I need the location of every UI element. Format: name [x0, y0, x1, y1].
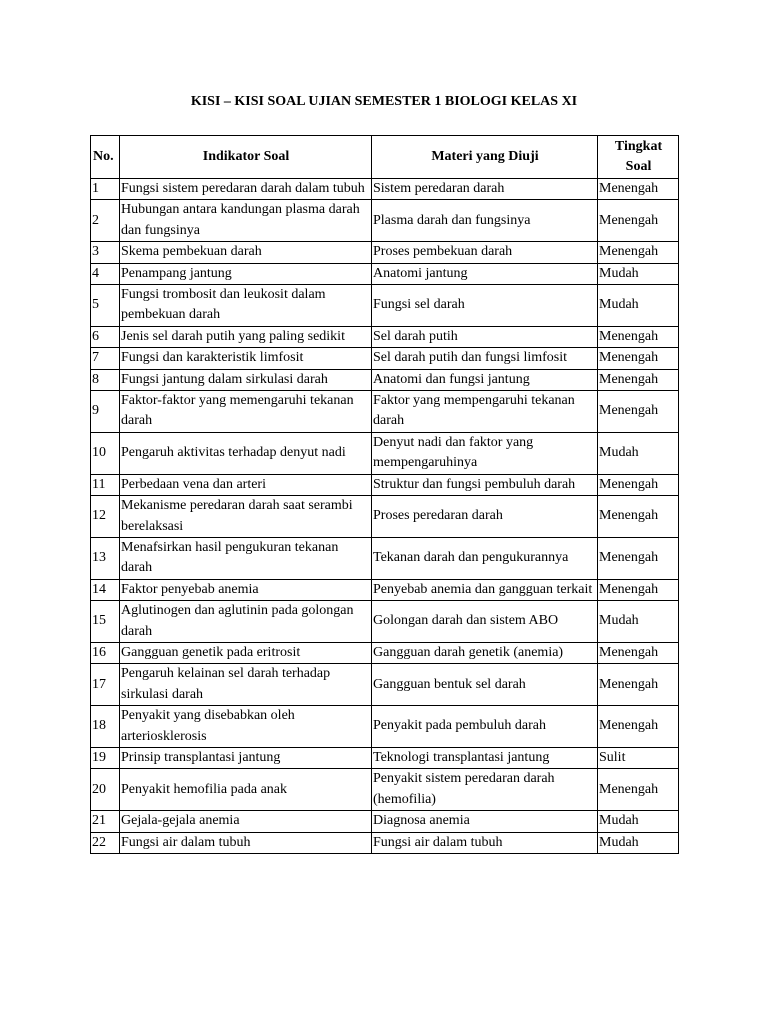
table-row	[91, 537, 679, 579]
header-tingkat	[598, 136, 679, 179]
cell-materi: Sel darah putih	[372, 326, 598, 347]
cell-no: 10	[91, 432, 120, 474]
cell-indikator: Penyakit yang disebabkan oleh arteriosklerosis	[120, 706, 372, 748]
table-row	[91, 579, 679, 600]
cell-indikator: Hubungan antara kandungan plasma darah dan fungsinya	[120, 200, 372, 242]
cell-materi: Anatomi jantung	[372, 263, 598, 284]
cell-materi: Struktur dan fungsi pembuluh darah	[372, 474, 598, 495]
table-row	[91, 474, 679, 495]
cell-materi: Plasma darah dan fungsinya	[372, 200, 598, 242]
cell-indikator: Gangguan genetik pada eritrosit	[120, 642, 372, 663]
cell-tingkat: Sulit	[598, 747, 679, 768]
table-row	[91, 391, 679, 433]
cell-indikator: Fungsi sistem peredaran darah dalam tubuh	[120, 179, 372, 200]
cell-indikator: Skema pembekuan darah	[120, 242, 372, 263]
cell-materi: Penyakit pada pembuluh darah	[372, 706, 598, 748]
cell-materi: Golongan darah dan sistem ABO	[372, 601, 598, 643]
cell-tingkat: Mudah	[598, 285, 679, 327]
cell-indikator: Faktor penyebab anemia	[120, 579, 372, 600]
header-tingkat-line1: Tingkat	[614, 138, 663, 154]
cell-tingkat: Menengah	[598, 496, 679, 538]
cell-indikator: Pengaruh kelainan sel darah terhadap sirkulasi darah	[120, 664, 372, 706]
cell-tingkat: Mudah	[598, 601, 679, 643]
cell-tingkat: Mudah	[598, 263, 679, 284]
cell-materi: Penyebab anemia dan gangguan terkait	[372, 579, 598, 600]
cell-materi: Proses pembekuan darah	[372, 242, 598, 263]
cell-tingkat: Menengah	[598, 242, 679, 263]
cell-materi: Penyakit sistem peredaran darah (hemofilia)	[372, 769, 598, 811]
kisi-kisi-table	[90, 135, 679, 854]
table-row	[91, 811, 679, 832]
cell-tingkat: Menengah	[598, 369, 679, 390]
header-tingkat-line2: Soal	[625, 159, 652, 174]
cell-no: 13	[91, 537, 120, 579]
cell-materi: Gangguan bentuk sel darah	[372, 664, 598, 706]
cell-no: 15	[91, 601, 120, 643]
cell-tingkat: Menengah	[598, 200, 679, 242]
cell-tingkat: Menengah	[598, 326, 679, 347]
table-row	[91, 263, 679, 284]
cell-indikator: Mekanisme peredaran darah saat serambi berelaksasi	[120, 496, 372, 538]
cell-tingkat: Menengah	[598, 642, 679, 663]
header-indikator: Indikator Soal	[120, 136, 372, 179]
cell-no: 11	[91, 474, 120, 495]
cell-indikator: Fungsi jantung dalam sirkulasi darah	[120, 369, 372, 390]
cell-indikator: Prinsip transplantasi jantung	[120, 747, 372, 768]
table-header-row	[91, 136, 679, 179]
cell-tingkat: Mudah	[598, 811, 679, 832]
cell-materi: Sel darah putih dan fungsi limfosit	[372, 348, 598, 369]
cell-no: 12	[91, 496, 120, 538]
header-materi: Materi yang Diuji	[372, 136, 598, 179]
cell-no: 21	[91, 811, 120, 832]
cell-tingkat: Menengah	[598, 348, 679, 369]
cell-no: 17	[91, 664, 120, 706]
cell-materi: Diagnosa anemia	[372, 811, 598, 832]
table-row	[91, 832, 679, 853]
table-row	[91, 326, 679, 347]
table-row	[91, 601, 679, 643]
cell-no: 16	[91, 642, 120, 663]
table-row	[91, 664, 679, 706]
cell-indikator: Fungsi air dalam tubuh	[120, 832, 372, 853]
cell-no: 6	[91, 326, 120, 347]
table-row	[91, 179, 679, 200]
cell-no: 2	[91, 200, 120, 242]
cell-indikator: Menafsirkan hasil pengukuran tekanan darah	[120, 537, 372, 579]
table-row	[91, 706, 679, 748]
table-row	[91, 496, 679, 538]
table-row	[91, 369, 679, 390]
cell-indikator: Penampang jantung	[120, 263, 372, 284]
cell-no: 18	[91, 706, 120, 748]
cell-indikator: Gejala-gejala anemia	[120, 811, 372, 832]
cell-no: 5	[91, 285, 120, 327]
cell-materi: Tekanan darah dan pengukurannya	[372, 537, 598, 579]
cell-indikator: Faktor-faktor yang memengaruhi tekanan darah	[120, 391, 372, 433]
cell-materi: Sistem peredaran darah	[372, 179, 598, 200]
cell-materi: Denyut nadi dan faktor yang mempengaruhinya	[372, 432, 598, 474]
cell-materi: Faktor yang mempengaruhi tekanan darah	[372, 391, 598, 433]
cell-no: 8	[91, 369, 120, 390]
table-row	[91, 432, 679, 474]
cell-indikator: Aglutinogen dan aglutinin pada golongan darah	[120, 601, 372, 643]
cell-tingkat: Menengah	[598, 179, 679, 200]
cell-indikator: Penyakit hemofilia pada anak	[120, 769, 372, 811]
cell-no: 4	[91, 263, 120, 284]
header-no: No.	[91, 136, 120, 179]
cell-materi: Gangguan darah genetik (anemia)	[372, 642, 598, 663]
cell-indikator: Jenis sel darah putih yang paling sedikit	[120, 326, 372, 347]
table-row	[91, 642, 679, 663]
cell-tingkat: Menengah	[598, 579, 679, 600]
cell-no: 3	[91, 242, 120, 263]
table-row	[91, 348, 679, 369]
table-body	[91, 179, 679, 854]
cell-materi: Teknologi transplantasi jantung	[372, 747, 598, 768]
table-row	[91, 242, 679, 263]
cell-tingkat: Menengah	[598, 391, 679, 433]
cell-tingkat: Menengah	[598, 537, 679, 579]
cell-tingkat: Menengah	[598, 664, 679, 706]
cell-indikator: Perbedaan vena dan arteri	[120, 474, 372, 495]
table-row	[91, 200, 679, 242]
cell-no: 22	[91, 832, 120, 853]
cell-indikator: Fungsi trombosit dan leukosit dalam pembekuan darah	[120, 285, 372, 327]
cell-no: 20	[91, 769, 120, 811]
cell-no: 1	[91, 179, 120, 200]
cell-no: 9	[91, 391, 120, 433]
cell-materi: Proses peredaran darah	[372, 496, 598, 538]
cell-materi: Fungsi air dalam tubuh	[372, 832, 598, 853]
cell-indikator: Pengaruh aktivitas terhadap denyut nadi	[120, 432, 372, 474]
cell-tingkat: Mudah	[598, 832, 679, 853]
table-row	[91, 747, 679, 768]
cell-tingkat: Menengah	[598, 474, 679, 495]
cell-tingkat: Mudah	[598, 432, 679, 474]
cell-no: 14	[91, 579, 120, 600]
cell-indikator: Fungsi dan karakteristik limfosit	[120, 348, 372, 369]
cell-materi: Anatomi dan fungsi jantung	[372, 369, 598, 390]
cell-no: 7	[91, 348, 120, 369]
table-row	[91, 769, 679, 811]
document-title: KISI – KISI SOAL UJIAN SEMESTER 1 BIOLOGI KELAS XI	[190, 94, 578, 109]
cell-tingkat: Menengah	[598, 706, 679, 748]
cell-no: 19	[91, 747, 120, 768]
cell-materi: Fungsi sel darah	[372, 285, 598, 327]
cell-tingkat: Menengah	[598, 769, 679, 811]
table-row	[91, 285, 679, 327]
